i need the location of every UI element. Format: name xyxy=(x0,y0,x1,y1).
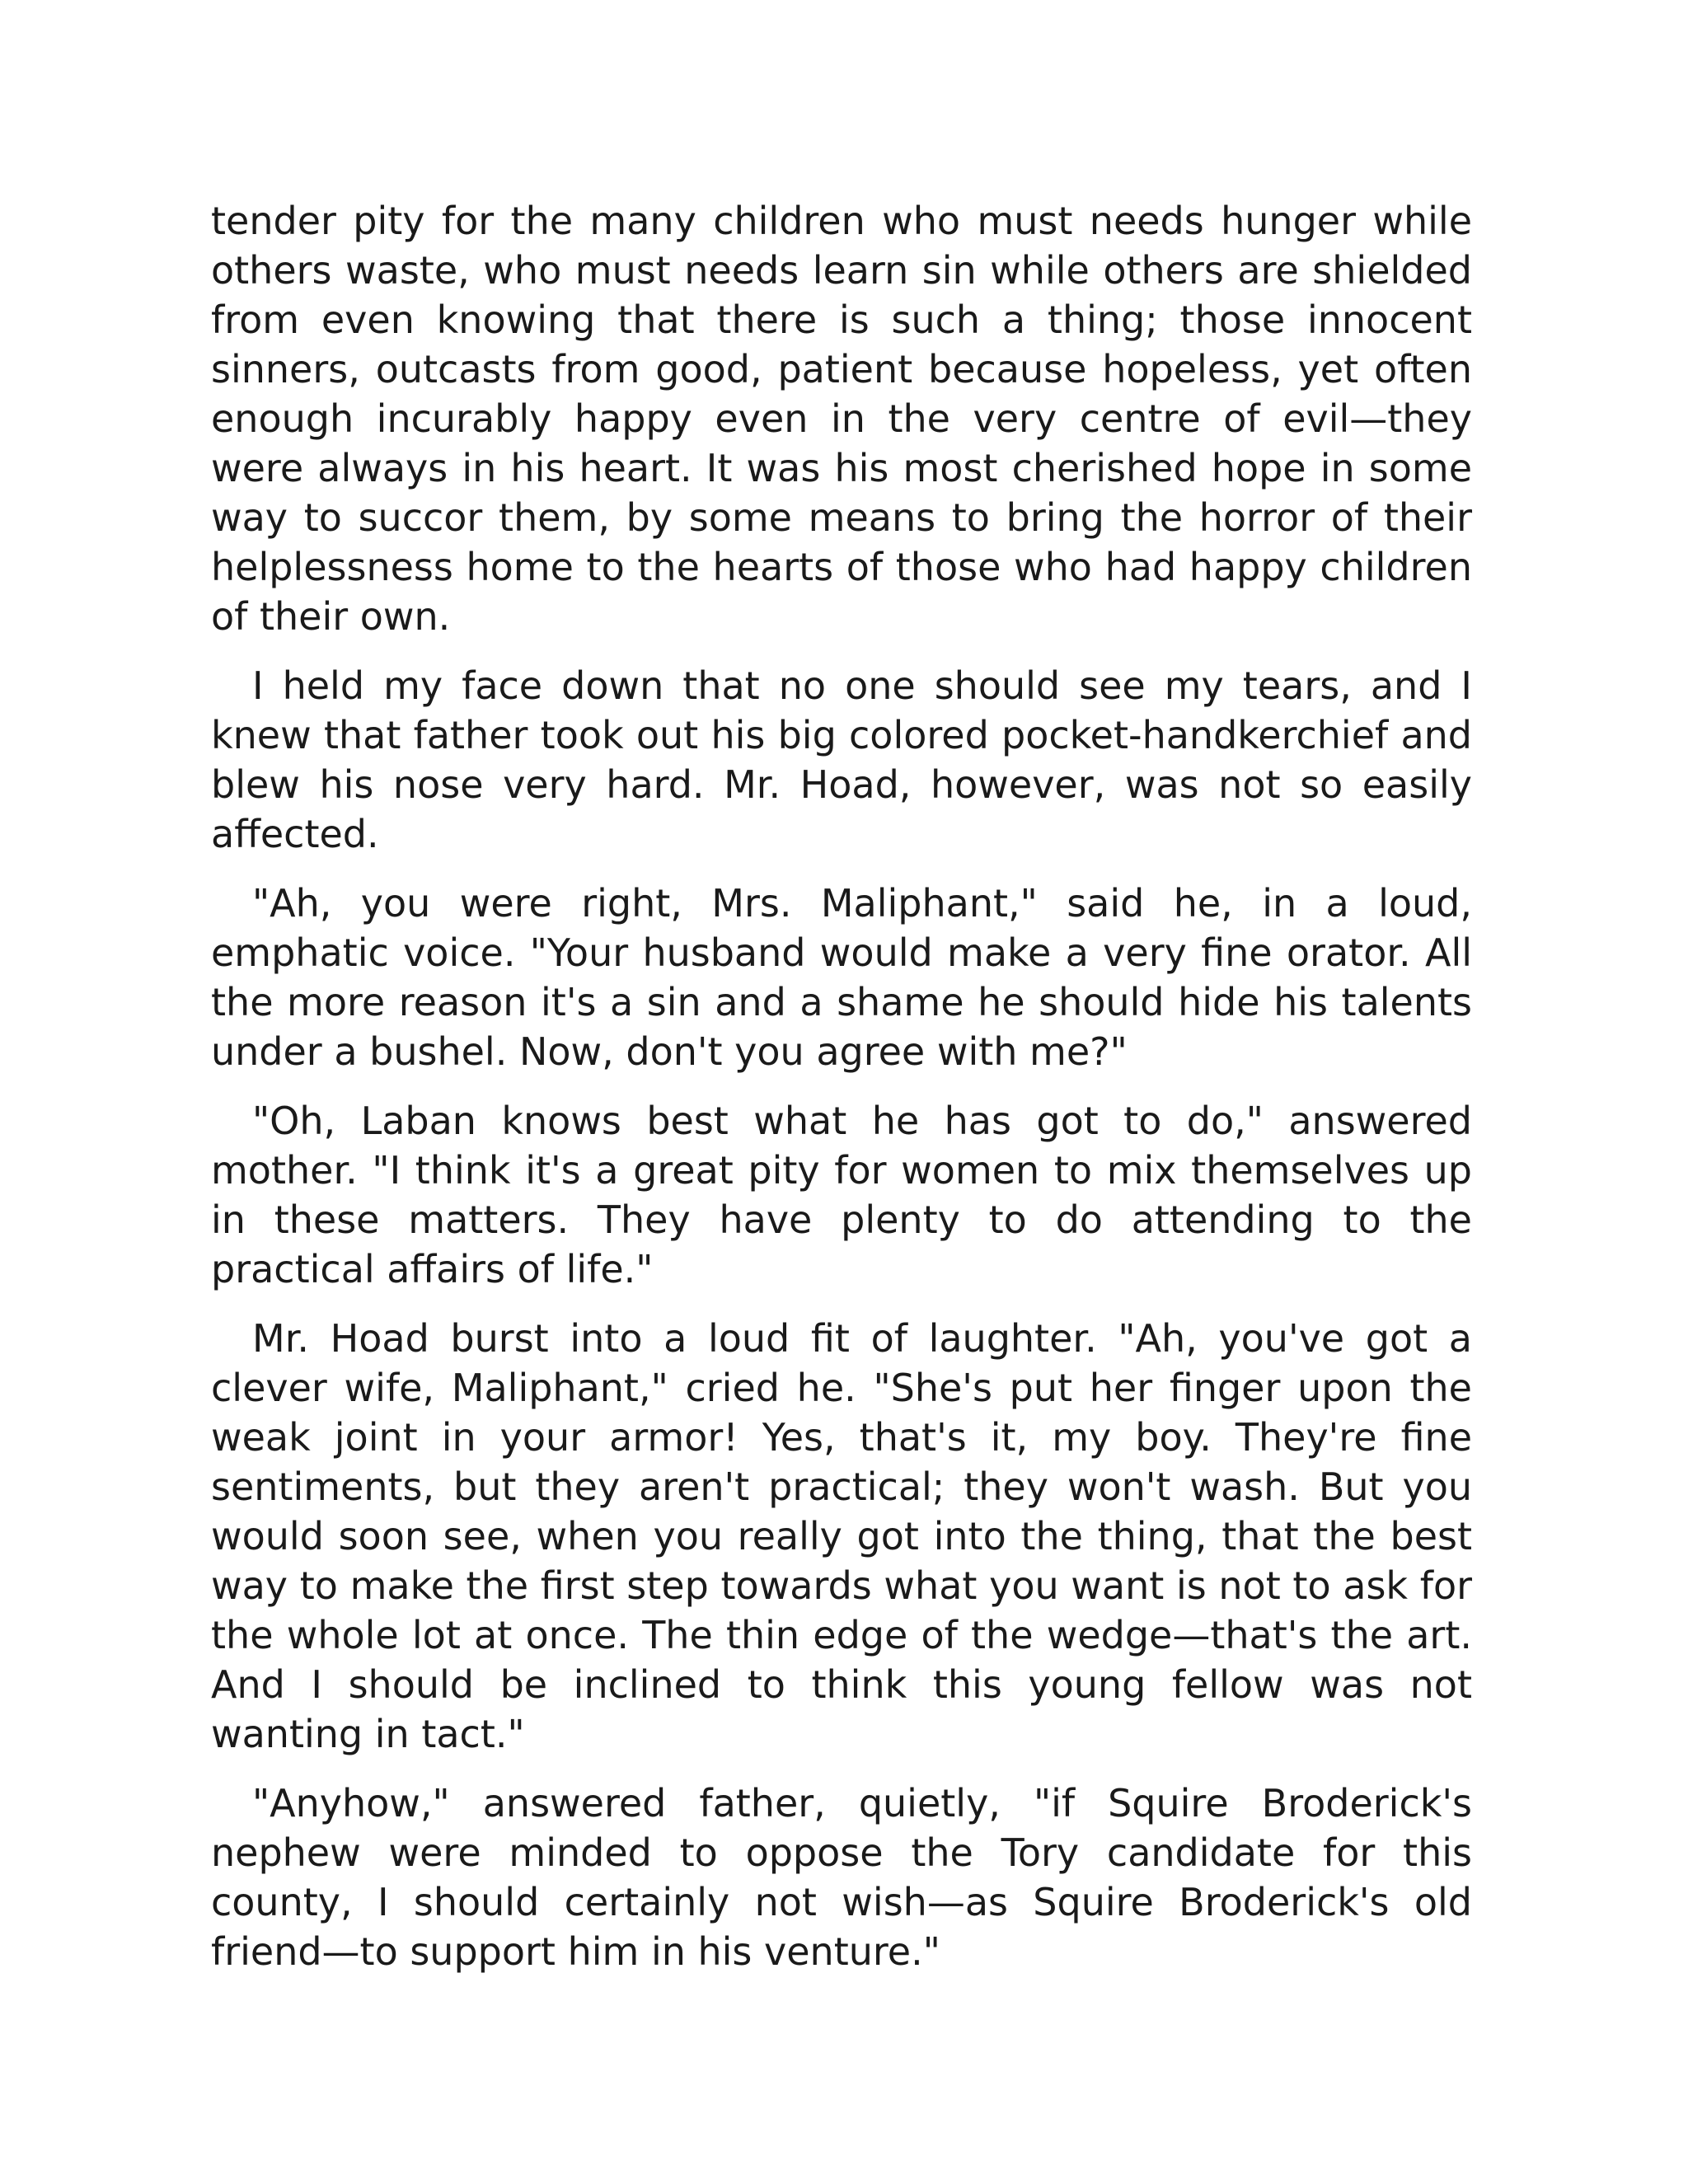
paragraph-3: "Ah, you were right, Mrs. Maliphant," said he, in a loud, emphatic voice. "Your husband would make a very fine orator. All the more reason it's a sin and a shame he should hide his talents under a bushel. Now, don't you agree with me?" xyxy=(211,881,1472,1074)
paragraph-6: "Anyhow," answered father, quietly, "if Squire Broderick's nephew were minded to oppose the Tory candidate for this county, I should certainly not wish—as Squire Broderick's old friend—to support him in his venture." xyxy=(211,1781,1472,1974)
body-text xyxy=(211,196,1472,1996)
paragraph-2: I held my face down that no one should see my tears, and I knew that father took out his big colored pocket-handkerchief and blew his nose very hard. Mr. Hoad, however, was not so easily affected. xyxy=(211,663,1472,856)
paragraph-1: tender pity for the many children who must needs hunger while others waste, who must needs learn sin while others are shielded from even knowing that there is such a thing; those innocent sinners, outcasts from good, patient because hopeless, yet often enough incurably happy even in the very centre of evil—they were always in his heart. It was his most cherished hope in some way to succor them, by some means to bring the horror of their helplessness home to the hearts of those who had happy children of their own. xyxy=(211,199,1472,639)
paragraph-4: "Oh, Laban knows best what he has got to do," answered mother. "I think it's a great pity for women to mix themselves up in these matters. They have plenty to do attending to the practical affairs of life." xyxy=(211,1099,1472,1291)
paragraph-5: Mr. Hoad burst into a loud fit of laughter. "Ah, you've got a clever wife, Maliphant," cried he. "She's put her finger upon the weak joint in your armor! Yes, that's it, my boy. They're fine sentiments, but they aren't practical; they won't wash. But you would soon see, when you really got into the thing, that the best way to make the first step towards what you want is not to ask for the whole lot at once. The thin edge of the wedge—that's the art. And I should be inclined to think this young fellow was not wanting in tact." xyxy=(211,1316,1472,1756)
